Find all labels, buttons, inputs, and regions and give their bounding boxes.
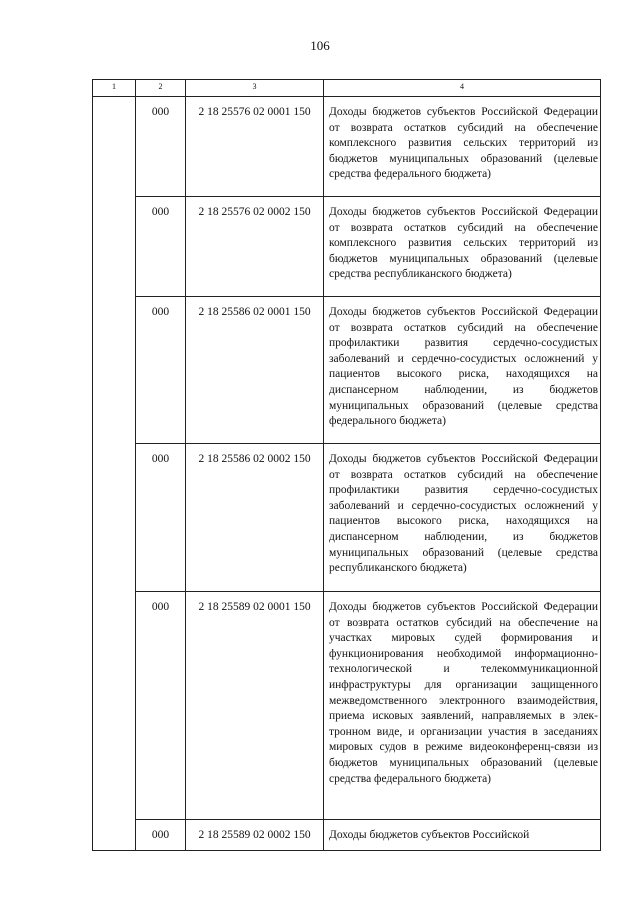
table-row	[93, 97, 601, 197]
admin-code-cell: 000	[136, 444, 186, 592]
column-header-1: 1	[93, 80, 136, 97]
table-row	[93, 444, 601, 592]
table-row	[93, 197, 601, 297]
budget-code-cell: 2 18 25576 02 0002 150	[186, 197, 324, 297]
page-number: 106	[310, 38, 330, 53]
column-header-3: 3	[186, 80, 324, 97]
budget-code-cell: 2 18 25576 02 0001 150	[186, 97, 324, 197]
description-cell: Доходы бюджетов субъектов Российской Федерации от возврата остатков субсидий на обеспечение профилактики развития сердечно-сосудистых заболеваний и сердечно-сосудистых осложнений у пациентов высокого риска, находящихся на диспансерном наблюдении, из бюджетов муниципальных образований (целевые средства республиканского бюджета)	[324, 444, 601, 592]
description-cell: Доходы бюджетов субъектов Российской Федерации от возврата остатков субсидий на обеспечение на участках мировых судей формирования и функционирования необходимой информационно-технологической и телекоммуникационной инфраструктуры для организации защищенного межведомственного электронного взаимодействия, приема исковых заявлений, направляемых в электронном виде, и организации участия в заседаниях мировых судов в режиме видеоконференц-связи из бюджетов муниципальных образований (целевые средства федерального бюджета)	[324, 592, 601, 820]
column-header-2: 2	[136, 80, 186, 97]
budget-code-cell: 2 18 25589 02 0002 150	[186, 820, 324, 851]
column-header-4: 4	[324, 80, 601, 97]
admin-code-cell: 000	[136, 97, 186, 197]
table-row	[93, 592, 601, 820]
table-row	[93, 297, 601, 444]
description-cell: Доходы бюджетов субъектов Российской Федерации от возврата остатков субсидий на обеспечение профилактики развития сердечно-сосудистых заболеваний и сердечно-сосудистых осложнений у пациентов высокого риска, находящихся на диспансерном наблюдении, из бюджетов муниципальных образований (целевые средства федерального бюджета)	[324, 297, 601, 444]
admin-code-cell: 000	[136, 820, 186, 851]
admin-code-cell: 000	[136, 592, 186, 820]
budget-codes-table	[92, 79, 601, 851]
budget-code-cell: 2 18 25589 02 0001 150	[186, 592, 324, 820]
description-cell: Доходы бюджетов субъектов Российской Федерации от возврата остатков субсидий на обеспечение комплексного развития сельских территорий из бюджетов муниципальных образований (целевые средства республиканского бюджета)	[324, 197, 601, 297]
budget-code-cell: 2 18 25586 02 0002 150	[186, 444, 324, 592]
table-row	[93, 820, 601, 851]
description-cell: Доходы бюджетов субъектов Российской	[324, 820, 601, 851]
budget-code-cell: 2 18 25586 02 0001 150	[186, 297, 324, 444]
table-header-row	[93, 80, 601, 97]
empty-first-column-cell	[93, 97, 136, 851]
admin-code-cell: 000	[136, 197, 186, 297]
description-cell: Доходы бюджетов субъектов Российской Федерации от возврата остатков субсидий на обеспечение комплексного развития сельских территорий из бюджетов муниципальных образований (целевые средства федерального бюджета)	[324, 97, 601, 197]
admin-code-cell: 000	[136, 297, 186, 444]
